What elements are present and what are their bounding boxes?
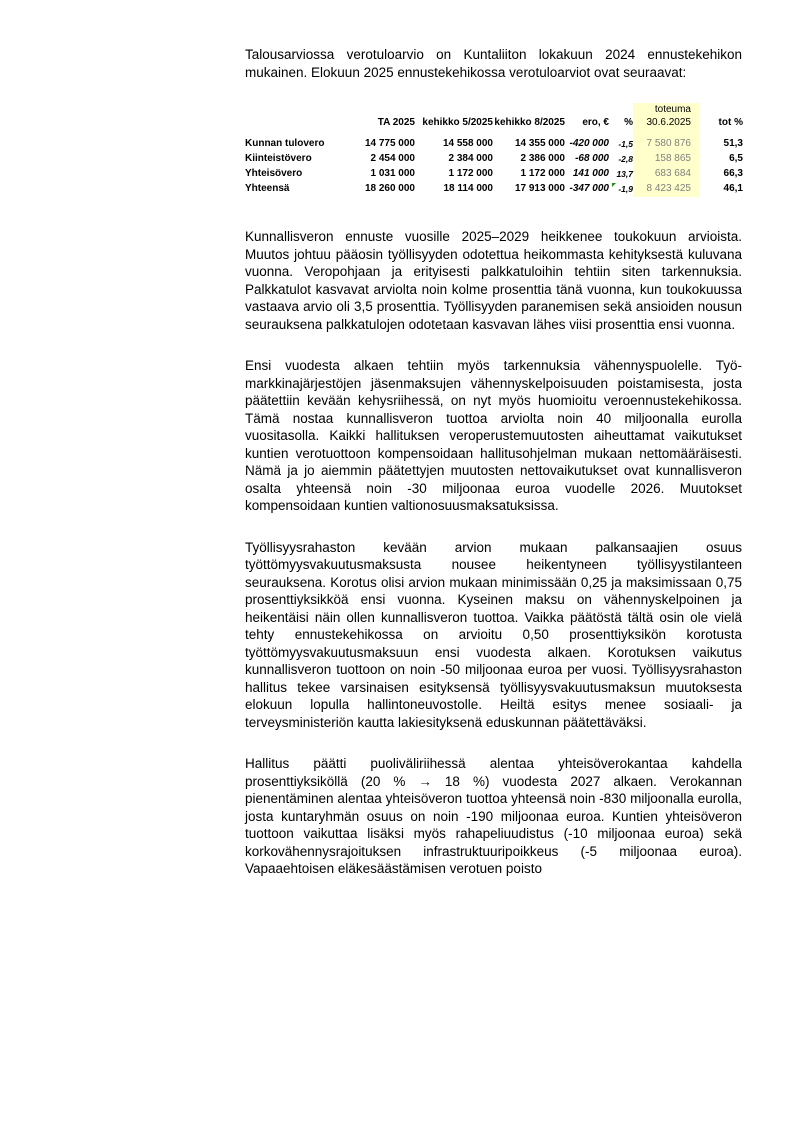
row-label: Yhteensä — [245, 183, 290, 194]
body-paragraph-2: Ensi vuodesta alkaen tehtiin myös tarkennuksia vähennyspuolelle. Työ-markkinajärjestöjen jäsenmaksujen vähennyskelpoisuuden poistamisesta, josta päätettiin kevään kehysriihessä, on nyt myös huomioitu veroennustekehikossa. Tämä nostaa kunnallisveron tuottoa arviolta noin 40 miljoonalla eurolla vuositasolla. Kaikki hallituksen veroperustemuutosten aiheuttamat vaikutukset kuntien verotuottoon kompensoidaan hallitusohjelman mukaan nettomääräisesti. Nämä ja jo aiemmin päätettyjen muutosten nettovaikutukset ovat kunnallisveron osalta yhteensä noin -30 miljoonaa euroa vuodelle 2026. Muutokset kompensoidaan kuntien valtionosuusmaksatuksissa. — [245, 358, 742, 513]
cell-kehikko5: 2 384 000 — [448, 153, 493, 164]
table-row-kiinteistovero — [245, 151, 743, 166]
cell-ero: 141 000 — [572, 168, 609, 179]
intro-paragraph: Talousarviossa verotuloarvio on Kuntaliiton lokakuun 2024 ennustekehikon mukainen. Elokuun 2025 ennustekehikossa verotuloarviot ovat seuraavat: — [245, 47, 742, 80]
cell-tot-pct: 46,1 — [723, 183, 743, 194]
table-row-yhteisovero — [245, 166, 743, 181]
cell-tot-pct: 51,3 — [723, 138, 743, 149]
header-tot-pct: tot % — [718, 117, 743, 128]
cell-toteuma: 8 423 425 — [633, 181, 699, 197]
header-toteuma: toteuma — [633, 103, 699, 117]
table-row-kunnan-tulovero — [245, 136, 743, 151]
cell-ta: 1 031 000 — [370, 168, 415, 179]
cell-kehikko5: 14 558 000 — [442, 138, 493, 149]
cell-kehikko8: 1 172 000 — [520, 168, 565, 179]
cell-ta: 14 775 000 — [364, 138, 415, 149]
row-label: Kiinteistövero — [245, 153, 312, 164]
cell-ero: -68 000 — [575, 153, 609, 164]
header-toteuma-date: 30.6.2025 — [633, 116, 699, 130]
document-content — [245, 46, 742, 902]
header-ta-2025: TA 2025 — [377, 117, 415, 128]
cell-tot-pct: 6,5 — [729, 153, 743, 164]
cell-pct-value: -1,9 — [618, 184, 633, 194]
body-paragraph-3: Työllisyysrahaston kevään arvion mukaan palkansaajien osuus työttömyysvakuutusmaksusta nousee heikentyneen työllisyystilanteen seurauksena. Korotus olisi arvion mukaan minimissään 0,25 ja maksimissaan 0,75 prosenttiyksikköä ensi vuonna. Kyseinen maksu on vähennyskelpoinen ja heikentäisi näin ollen kunnallisveron tuottoa. Vaikka päätöstä tältä osin ole vielä tehty ennustekehikossa on arvioitu 0,50 prosenttiyksikön korotusta työttömyysvakuutusmaksuun ensi vuodesta alkaen. Korotuksen vaikutus kunnallisveron tuottoon on noin -50 miljoonaa euroa per vuosi. Työllisyysrahaston hallitus tekee varsinaisen esityksensä työllisyysvakuutusmaksun muutoksesta elokuun lopulla hallintoneuvostolle. Heiltä esitys menee sosiaali- ja terveysministeriön kautta lakiesityksenä eduskunnan päätettäväksi. — [245, 539, 742, 730]
cell-kehikko8: 14 355 000 — [514, 138, 565, 149]
cell-pct: -1,5 — [618, 139, 633, 149]
header-pct: % — [624, 117, 633, 128]
cell-kehikko8: 17 913 000 — [514, 183, 565, 194]
excel-error-flag-icon — [612, 183, 616, 187]
cell-ero: -420 000 — [569, 138, 609, 149]
body-paragraph-1: Kunnallisveron ennuste vuosille 2025–2029 heikkenee toukokuun arvioista. Muutos johtuu pääosin työllisyyden odotettua heikommasta kehityksestä kuluvana vuonna. Veropohjaan ja erityisesti palkkatuloihin tehtiin siten tarkennuksia. Palkkatulot kasvavat arviolta noin kolme prosenttia tänä vuonna, kun toukokuussa vastaava arvio oli 3,5 prosenttia. Työllisyyden paranemisen sekä ansioiden nousun seurauksena palkkatulojen odotetaan kasvavan lähes viisi prosenttia ensi vuonna. — [245, 229, 742, 332]
row-label: Kunnan tulovero — [245, 138, 325, 149]
header-ero: ero, € — [582, 117, 609, 128]
table-header-row-2 — [245, 116, 743, 129]
table-header-row-1 — [245, 103, 743, 116]
cell-pct: 13,7 — [616, 169, 633, 179]
table-row-yhteensa — [245, 181, 743, 196]
cell-pct — [609, 181, 633, 197]
cell-kehikko5: 1 172 000 — [448, 168, 493, 179]
cell-kehikko8: 2 386 000 — [520, 153, 565, 164]
cell-ta: 18 260 000 — [364, 183, 415, 194]
cell-kehikko5: 18 114 000 — [443, 183, 493, 194]
cell-toteuma: 7 580 876 — [633, 136, 699, 152]
cell-ta: 2 454 000 — [370, 153, 415, 164]
tax-forecast-table — [245, 103, 743, 196]
cell-toteuma: 158 865 — [633, 151, 699, 167]
cell-tot-pct: 66,3 — [723, 168, 743, 179]
table-spacer-row — [245, 129, 743, 136]
cell-pct: -2,8 — [618, 154, 633, 164]
body-paragraph-4: Hallitus päätti puoliväliriihessä alentaa yhteisöverokantaa kahdella prosenttiyksiköllä (20 % → 18 %) vuodesta 2027 alkaen. Verokannan pienentäminen alentaa yhteisöveron tuottoa yhteensä noin -830 miljoonalla eurolla, josta kuntaryhmän osuus on noin -190 miljoonaa euroa. Kuntien yhteisöveron tuottoon vaikuttaa lisäksi myös rahapeliuudistus (-10 miljoonaa euroa) sekä korkovähennysrajoituksen infrastruktuuripoikkeus (-5 miljoonaa euroa). Vapaaehtoisen eläkesäästämisen verotuen poisto — [245, 756, 742, 876]
cell-toteuma: 683 684 — [633, 166, 699, 182]
row-label: Yhteisövero — [245, 168, 303, 179]
header-kehikko-5-2025: kehikko 5/2025 — [422, 117, 493, 128]
cell-ero: -347 000 — [569, 183, 609, 194]
header-kehikko-8-2025: kehikko 8/2025 — [494, 117, 565, 128]
